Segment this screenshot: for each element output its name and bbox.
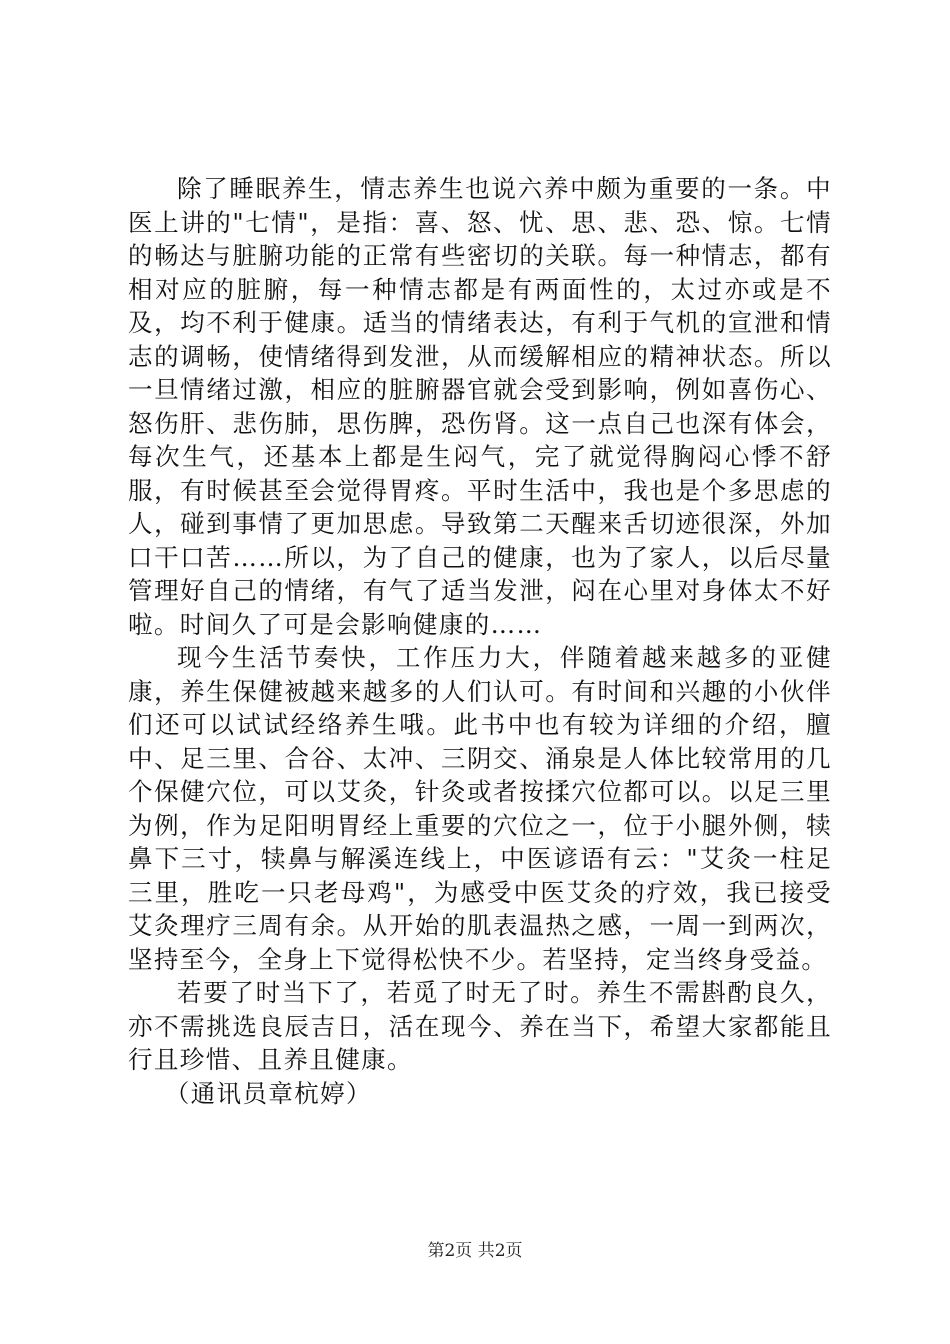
article-body xyxy=(128,172,832,1110)
paragraph-meridian-health: 现今生活节奏快，工作压力大，伴随着越来越多的亚健康，养生保健被越来越多的人们认可。有时间和兴趣的小伙伴们还可以试试经络养生哦。此书中也有较为详细的介绍，膻中、足三里、合谷、太冲、三阴交、涌泉是人体比较常用的几个保健穴位，可以艾灸，针灸或者按揉穴位都可以。以足三里为例，作为足阳明胃经上重要的穴位之一，位于小腿外侧，犊鼻下三寸，犊鼻与解溪连线上，中医谚语有云："艾灸一柱足三里，胜吃一只老母鸡"，为感受中医艾灸的疗效，我已接受艾灸理疗三周有余。从开始的肌表温热之感，一周一到两次，坚持至今，全身上下觉得松快不少。若坚持，定当终身受益。 xyxy=(128,643,832,974)
paragraph-emotional-health: 除了睡眠养生，情志养生也说六养中颇为重要的一条。中医上讲的"七情"，是指：喜、怒、忧、思、悲、恐、惊。七情的畅达与脏腑功能的正常有些密切的关联。每一种情志，都有相对应的脏腑，每一种情志都是有两面性的，太过亦或是不及，均不利于健康。适当的情绪表达，有利于气机的宣泄和情志的调畅，使情绪得到发泄，从而缓解相应的精神状态。所以一旦情绪过激，相应的脏腑器官就会受到影响，例如喜伤心、怒伤肝、悲伤肺，思伤脾，恐伤肾。这一点自己也深有体会，每次生气，还基本上都是生闷气，完了就觉得胸闷心悸不舒服，有时候甚至会觉得胃疼。平时生活中，我也是个多思虑的人，碰到事情了更加思虑。导致第二天醒来舌切迹很深，外加口干口苦……所以，为了自己的健康，也为了家人，以后尽量管理好自己的情绪，有气了适当发泄，闷在心里对身体太不好啦。时间久了可是会影响健康的…… xyxy=(128,174,832,639)
paragraph-conclusion: 若要了时当下了，若觅了时无了时。养生不需斟酌良久，亦不需挑选良辰吉日，活在现今、养在当下，希望大家都能且行且珍惜、且养且健康。 xyxy=(128,978,832,1074)
author-byline: （通讯员章杭婷） xyxy=(164,1078,372,1108)
page-number-footer: 第2页 共2页 xyxy=(427,1241,523,1261)
